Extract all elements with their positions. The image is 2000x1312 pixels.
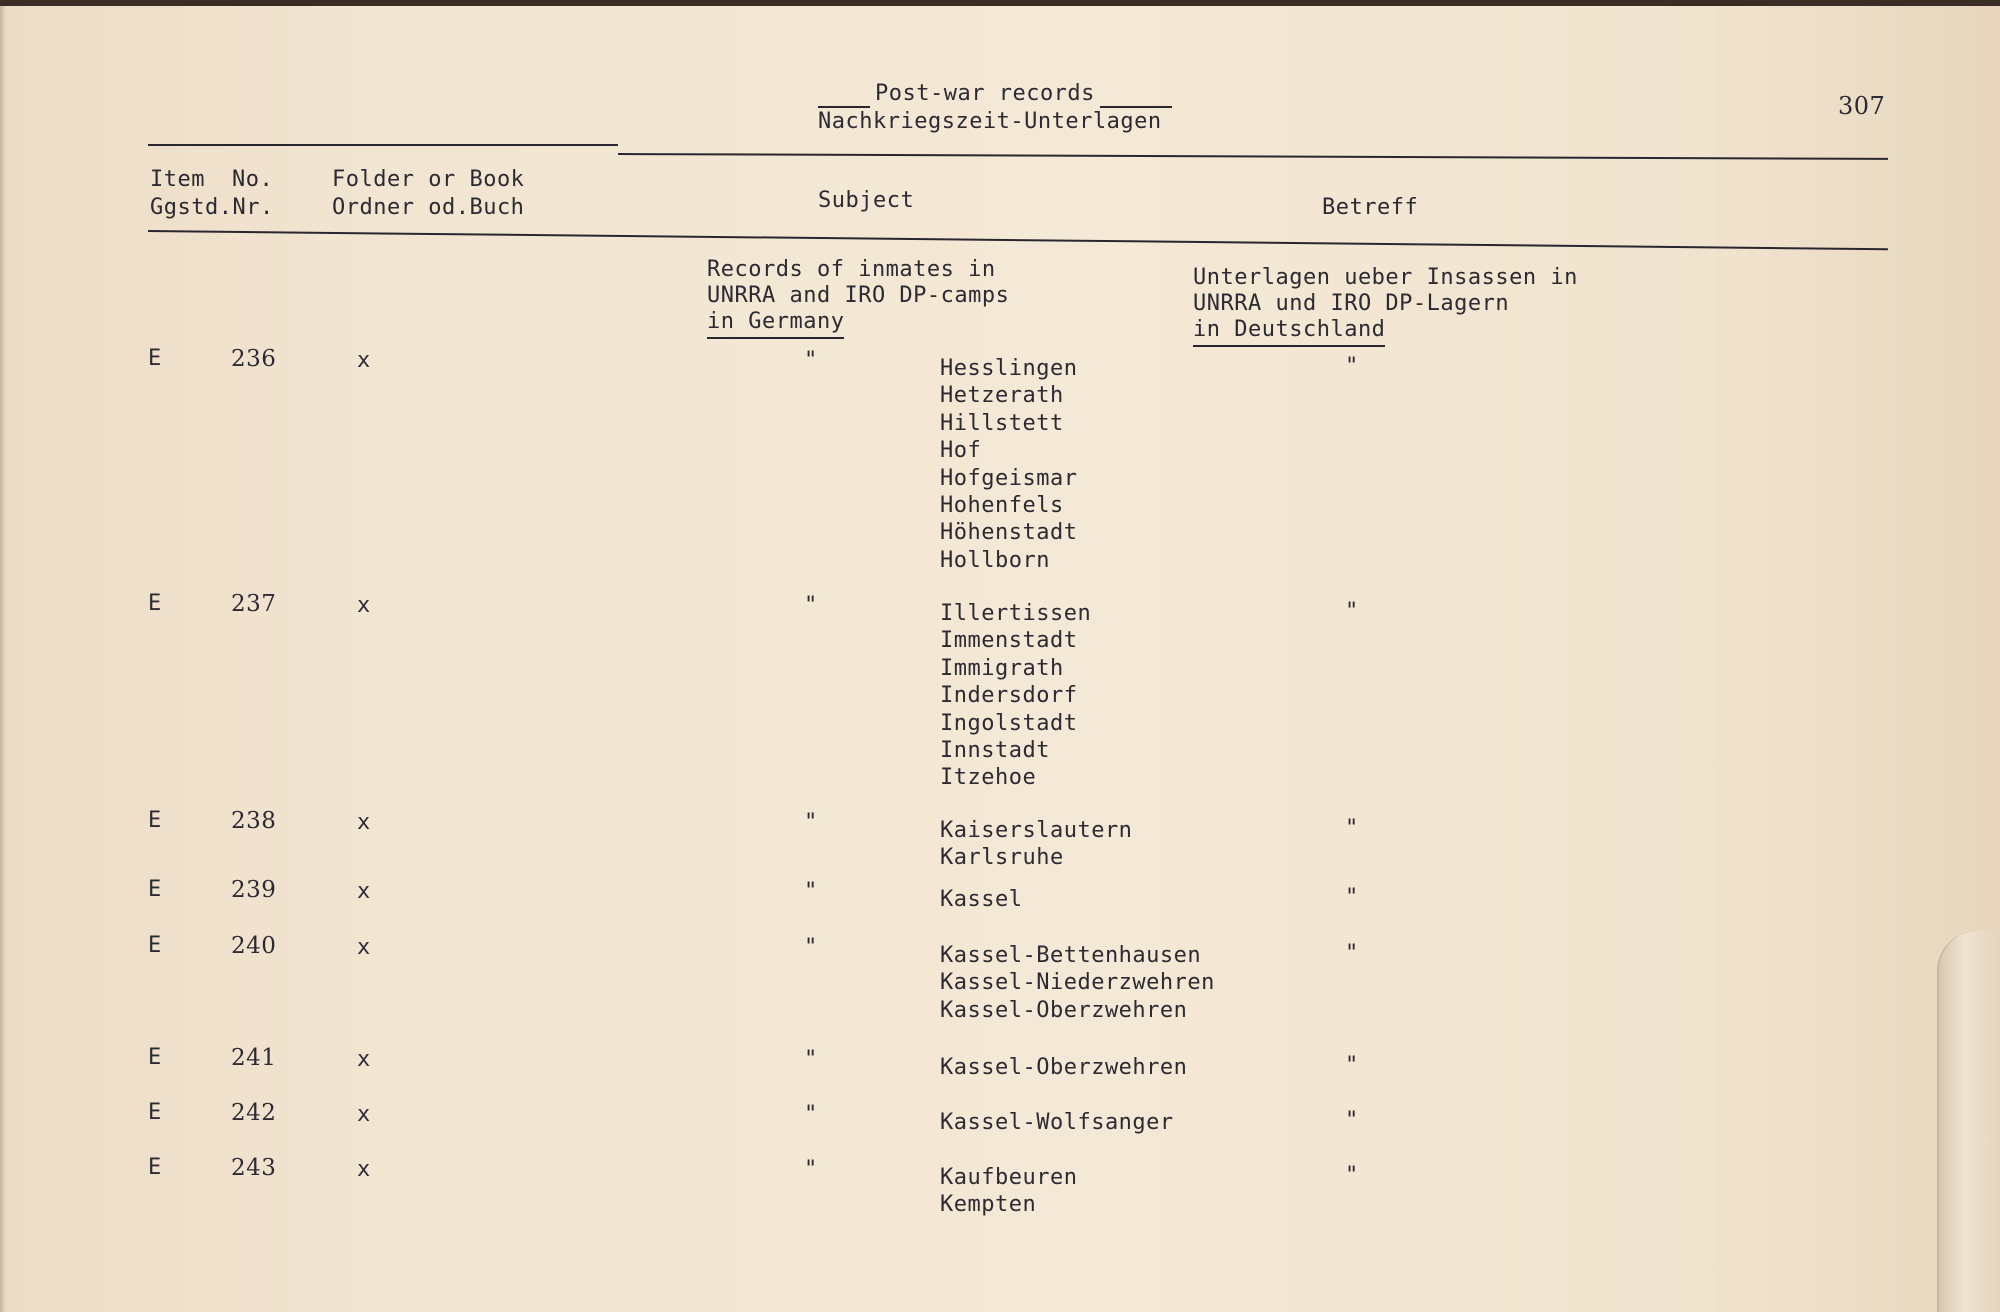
item-number: 242 (231, 1100, 277, 1126)
place-name: Kassel-Wolfsanger (940, 1110, 1174, 1135)
title-rule (1100, 106, 1172, 108)
intro-betreff-line: Unterlagen ueber Insassen in (1193, 265, 1578, 290)
title-english: Post-war records (875, 81, 1095, 106)
subject-ditto: " (804, 1047, 818, 1072)
intro-betreff-line: UNRRA und IRO DP-Lagern (1193, 291, 1510, 316)
item-code: E (148, 1045, 162, 1070)
place-name: Hofgeismar (940, 465, 1078, 491)
item-number: 243 (231, 1155, 277, 1181)
place-name: Kassel-Niederzwehren (940, 970, 1215, 996)
subject-ditto: " (804, 593, 818, 618)
page-number: 307 (1838, 92, 1886, 120)
betreff-ditto: " (1345, 354, 1359, 379)
intro-subject-line: Records of inmates in (707, 257, 996, 282)
place-name: Kaiserslautern (940, 818, 1133, 843)
item-code: E (148, 1155, 162, 1180)
item-code: E (148, 808, 162, 833)
item-number: 236 (231, 346, 277, 372)
place-name: Hof (940, 438, 982, 464)
place-name: Innstadt (940, 738, 1050, 763)
item-number: 240 (231, 933, 277, 959)
folder-mark: x (357, 1157, 371, 1182)
place-name: Itzehoe (940, 765, 1037, 791)
place-name: Hillstett (940, 410, 1064, 436)
item-number: 237 (231, 591, 277, 617)
betreff-ditto: " (1345, 1163, 1359, 1188)
item-code: E (148, 346, 162, 371)
place-name: Hetzerath (940, 383, 1064, 409)
place-name: Karlsruhe (940, 845, 1064, 871)
place-name: Hesslingen (940, 356, 1078, 381)
place-name: Illertissen (940, 601, 1092, 626)
item-code: E (148, 877, 162, 902)
document-page (0, 6, 2000, 1312)
folder-mark: x (357, 1047, 371, 1072)
subject-ditto: " (804, 810, 818, 835)
place-name: Ingolstadt (940, 710, 1078, 736)
subject-ditto: " (804, 1157, 818, 1182)
betreff-ditto: " (1345, 599, 1359, 624)
subject-ditto: " (804, 879, 818, 904)
item-number: 241 (231, 1045, 277, 1071)
place-name: Kassel-Oberzwehren (940, 997, 1188, 1023)
place-name: Hohenfels (940, 493, 1064, 518)
column-header-folder-de: Ordner od.Buch (332, 195, 525, 220)
item-number: 238 (231, 808, 277, 834)
page-edge-shadow (0, 6, 6, 1312)
title-rule-left (818, 106, 870, 108)
folder-mark: x (357, 810, 371, 835)
subject-ditto: " (804, 1102, 818, 1127)
betreff-ditto: " (1345, 1108, 1359, 1133)
place-name: Kassel-Bettenhausen (940, 943, 1202, 968)
folder-mark: x (357, 593, 371, 618)
betreff-ditto: " (1345, 816, 1359, 841)
column-header-subject: Subject (818, 188, 915, 213)
intro-subject-line: in Germany (707, 308, 844, 339)
intro-betreff-line: in Deutschland (1193, 316, 1385, 347)
place-name: Kassel (940, 887, 1023, 912)
place-name: Indersdorf (940, 683, 1078, 709)
column-header-no: No. (232, 167, 274, 192)
folder-mark: x (357, 348, 371, 373)
page-curl (1937, 931, 2000, 1312)
item-code: E (148, 1100, 162, 1125)
column-header-folder-en: Folder or Book (332, 167, 525, 192)
header-bottom-rule (148, 230, 1888, 250)
place-name: Kassel-Oberzwehren (940, 1055, 1188, 1080)
place-name: Kaufbeuren (940, 1165, 1078, 1190)
column-header-item-no-de: Ggstd.Nr. (150, 195, 274, 220)
header-top-rule-right (618, 153, 1888, 160)
item-code: E (148, 591, 162, 616)
subject-ditto: " (804, 348, 818, 373)
folder-mark: x (357, 935, 371, 960)
betreff-ditto: " (1345, 885, 1359, 910)
place-name: Kempten (940, 1192, 1037, 1218)
betreff-ditto: " (1345, 941, 1359, 966)
betreff-ditto: " (1345, 1053, 1359, 1078)
column-header-item: Item (150, 167, 205, 192)
folder-mark: x (357, 879, 371, 904)
place-name: Höhenstadt (940, 520, 1078, 546)
subject-ditto: " (804, 935, 818, 960)
header-top-rule (148, 144, 618, 146)
item-number: 239 (231, 877, 277, 903)
title-german: Nachkriegszeit-Unterlagen (818, 109, 1162, 134)
column-header-betreff: Betreff (1322, 195, 1419, 220)
place-name: Hollborn (940, 547, 1050, 573)
folder-mark: x (357, 1102, 371, 1127)
item-code: E (148, 933, 162, 958)
place-name: Immenstadt (940, 628, 1078, 654)
intro-subject-line: UNRRA and IRO DP-camps (707, 283, 1010, 308)
place-name: Immigrath (940, 655, 1064, 681)
